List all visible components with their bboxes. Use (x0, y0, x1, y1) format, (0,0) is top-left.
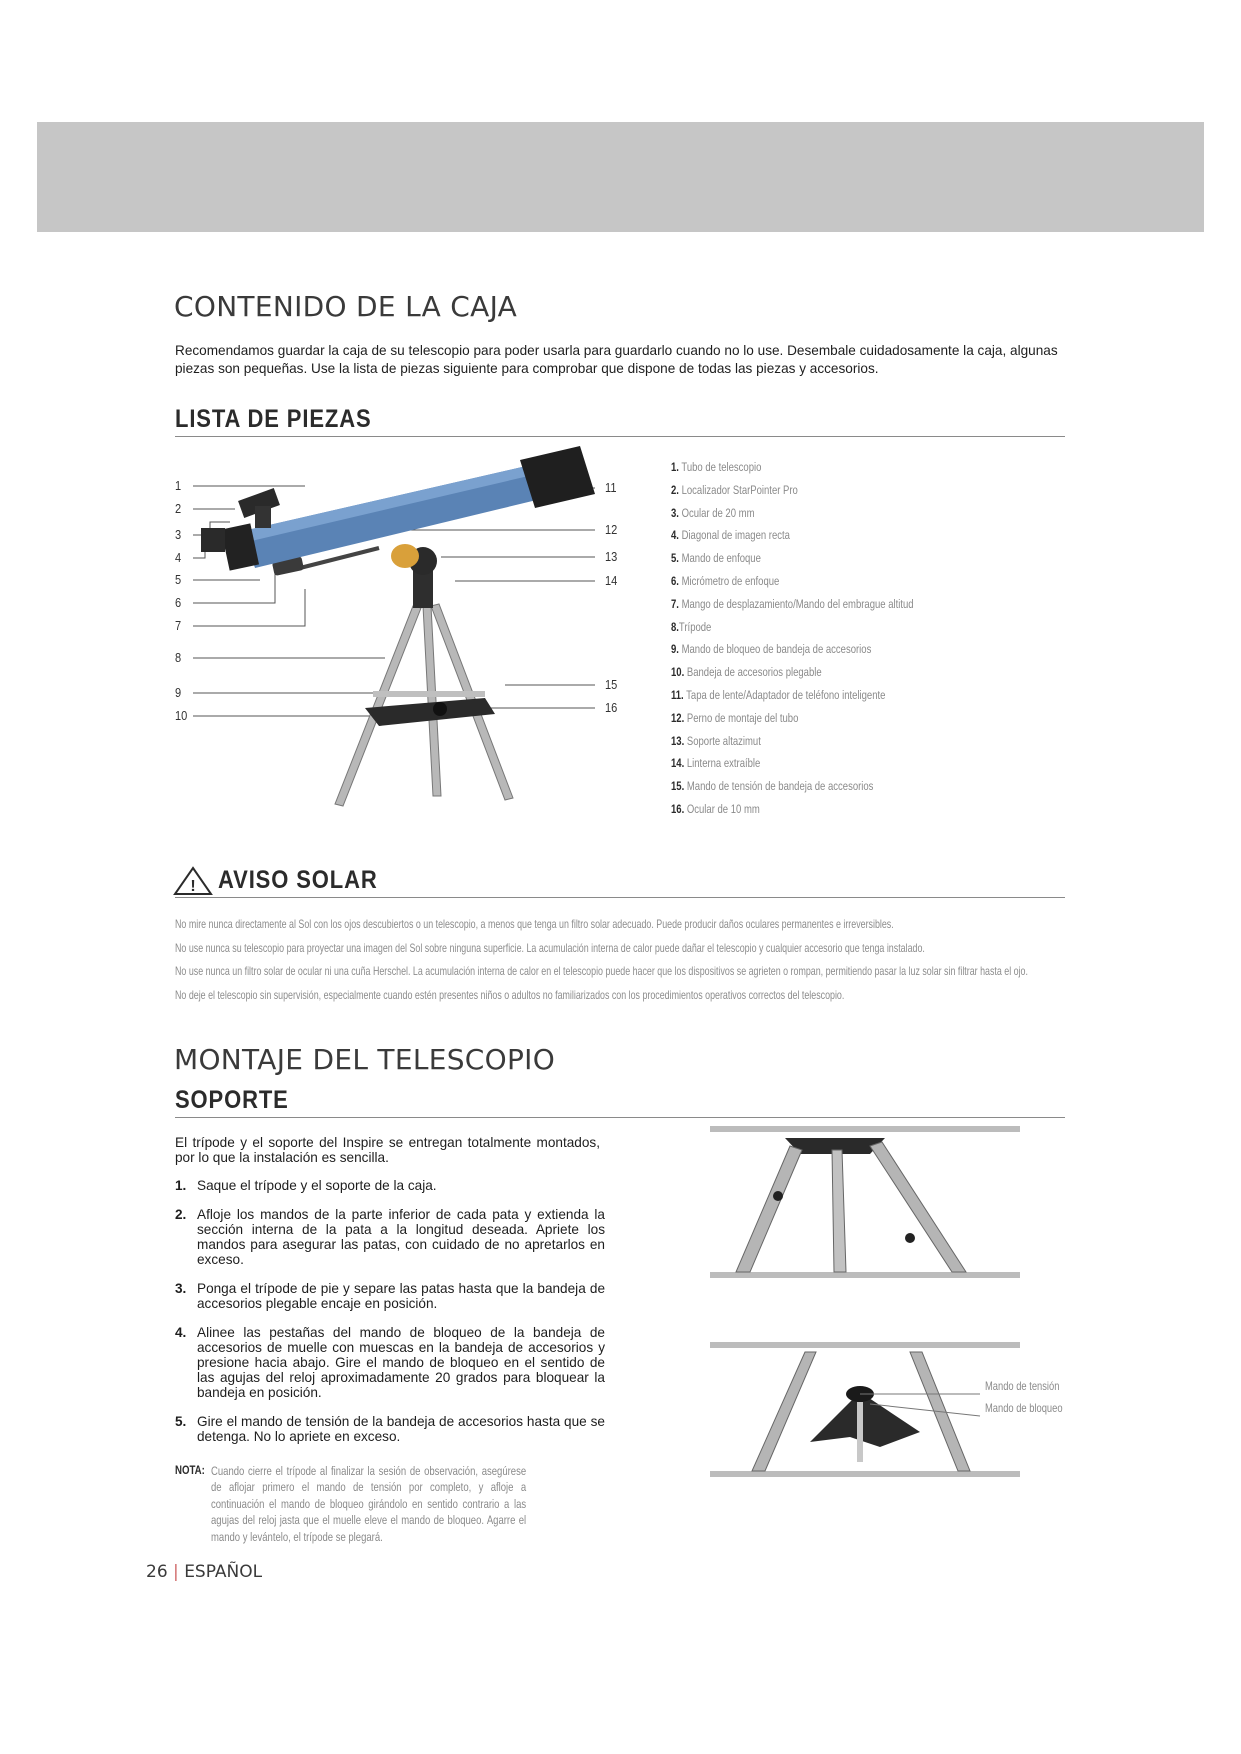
section-title-contents: CONTENIDO DE LA CAJA (174, 290, 518, 323)
footer-language: ESPAÑOL (184, 1562, 263, 1582)
list-item: 3. Ponga el trípode de pie y separe las patas hasta que la bandeja de accesorios plegable encaje en posición. (175, 1281, 605, 1311)
note-text: Cuando cierre el trípode al finalizar la sesión de observación, asegúrese de aflojar primero el mando de tensión por completo, y afloje a continuación el mando de bloqueo girándolo en sentido contrario a las agujas del reloj jasta que el muelle eleve el mando de bloqueo. Agarre el mando y levántelo, el trípode se plegará. (211, 1464, 527, 1544)
note-label: NOTA: (175, 1463, 205, 1477)
contents-intro: Recomendamos guardar la caja de su telescopio para poder usarla para guardarlo cuando no lo use. Desembale cuidadosamente la caja, algunas piezas son pequeñas. Use la lista de piezas siguiente para comprobar que dispone de todas las piezas y accesorios. (175, 343, 1058, 376)
svg-text:!: ! (190, 878, 196, 895)
list-item: 2. Afloje los mandos de la parte inferior de cada pata y extienda la sección interna de la pata a la longitud deseada. Apriete los mandos para asegurar las patas, con cuidado de no apretarlos en exceso. (175, 1207, 605, 1267)
tray-bar (373, 691, 485, 697)
solar-warning-line: No deje el telescopio sin supervisión, especialmente cuando estén presentes niños o adultos no familiarizados con los procedimientos operativos correctos del telescopio. (175, 987, 845, 1002)
mount-subheading: SOPORTE (175, 1086, 289, 1114)
solar-warning-line: No mire nunca directamente al Sol con los ojos descubiertos o un telescopio, a menos que tenga un filtro solar adecuado. Puede producir daños oculares permanentes e irreversibles. (175, 917, 894, 931)
list-item: 1. Saque el trípode y el soporte de la caja. (175, 1178, 437, 1193)
callout-12: 12 (605, 522, 618, 537)
callout-4: 4 (175, 550, 182, 565)
solar-warning-heading: AVISO SOLAR (218, 866, 378, 894)
assembly-steps (175, 1178, 605, 1444)
callout-8: 8 (175, 650, 182, 665)
telescope-illustration (165, 446, 635, 816)
label-lock-knob: Mando de bloqueo (985, 1401, 1063, 1415)
section-title-assembly: MONTAJE DEL TELESCOPIO (174, 1043, 556, 1076)
footer-separator: | (173, 1562, 179, 1582)
list-item: 11. Tapa de lente/Adaptador de teléfono inteligente (671, 687, 886, 702)
callout-1: 1 (175, 478, 182, 493)
label-tension-knob: Mando de tensión (985, 1379, 1060, 1393)
callout-3: 3 (175, 527, 182, 542)
tripod-photo-tray (710, 1342, 1020, 1477)
list-item: 14. Linterna extraíble (671, 756, 761, 771)
list-item: 9. Mando de bloqueo de bandeja de accesorios (671, 642, 872, 657)
list-item: 1. Tubo de telescopio (671, 460, 762, 474)
tripod-photo-legs (710, 1126, 1020, 1278)
list-item: 4. Diagonal de imagen recta (671, 528, 790, 543)
note-block (175, 1463, 615, 1545)
callout-9: 9 (175, 685, 182, 700)
callout-10: 10 (175, 708, 188, 723)
list-item: 8.Trípode (671, 619, 712, 634)
solar-warning-line: No use nunca un filtro solar de ocular ni una cuña Herschel. La acumulación interna de calor en el telescopio puede hacer que los dispositivos se agrieten o rompan, permitiendo pasar la luz solar sin filtrar hasta el ojo. (175, 964, 1028, 979)
callout-5: 5 (175, 572, 182, 587)
callout-11: 11 (605, 480, 617, 495)
list-item: 15. Mando de tensión de bandeja de accesorios (671, 779, 874, 794)
mount-heading-rule (175, 1117, 1065, 1118)
list-item: 13. Soporte altazimut (671, 733, 761, 748)
list-item: 5. Gire el mando de tensión de la bandeja de accesorios hasta que se detenga. No lo apriete en exceso. (175, 1414, 605, 1444)
list-item: 3. Ocular de 20 mm (671, 505, 755, 520)
solar-warning-text (175, 913, 1105, 1007)
callout-16: 16 (605, 700, 618, 715)
callout-6: 6 (175, 595, 182, 610)
callout-15: 15 (605, 677, 618, 692)
list-item: 10. Bandeja de accesorios plegable (671, 665, 822, 680)
list-item: 2. Localizador StarPointer Pro (671, 482, 798, 497)
list-item: 7. Mango de desplazamiento/Mando del embrague altitud (671, 596, 914, 611)
warning-triangle-icon (173, 866, 213, 896)
list-item: 6. Micrómetro de enfoque (671, 573, 780, 588)
list-item: 16. Ocular de 10 mm (671, 801, 760, 816)
header-band (37, 122, 1204, 232)
callout-2: 2 (175, 501, 182, 516)
callout-13: 13 (605, 549, 618, 564)
page-footer (146, 1562, 262, 1582)
list-item: 4. Alinee las pestañas del mando de bloqueo de la bandeja de accesorios de muelle con muescas en la bandeja de accesorios y presione hacia abajo. Gire el mando de bloqueo en el sentido de las agujas del reloj aproximadamente 20 grados para bloquear la bandeja en posición. (175, 1325, 605, 1400)
callout-14: 14 (605, 573, 618, 588)
parts-heading-rule (175, 436, 1065, 437)
parts-list-heading: LISTA DE PIEZAS (175, 405, 372, 433)
callout-7: 7 (175, 618, 182, 633)
list-item: 12. Perno de montaje del tubo (671, 710, 799, 725)
parts-list (671, 456, 1031, 821)
page-number: 26 (146, 1562, 168, 1582)
solar-heading-rule (175, 897, 1065, 898)
mount-intro: El trípode y el soporte del Inspire se entregan totalmente montados, por lo que la instalación es sencilla. (175, 1135, 600, 1165)
solar-warning-line: No use nunca su telescopio para proyectar una imagen del Sol sobre ninguna superficie. La acumulación interna de calor puede dañar el telescopio y cualquier accesorio que tenga instalado. (175, 940, 925, 955)
list-item: 5. Mando de enfoque (671, 551, 761, 566)
